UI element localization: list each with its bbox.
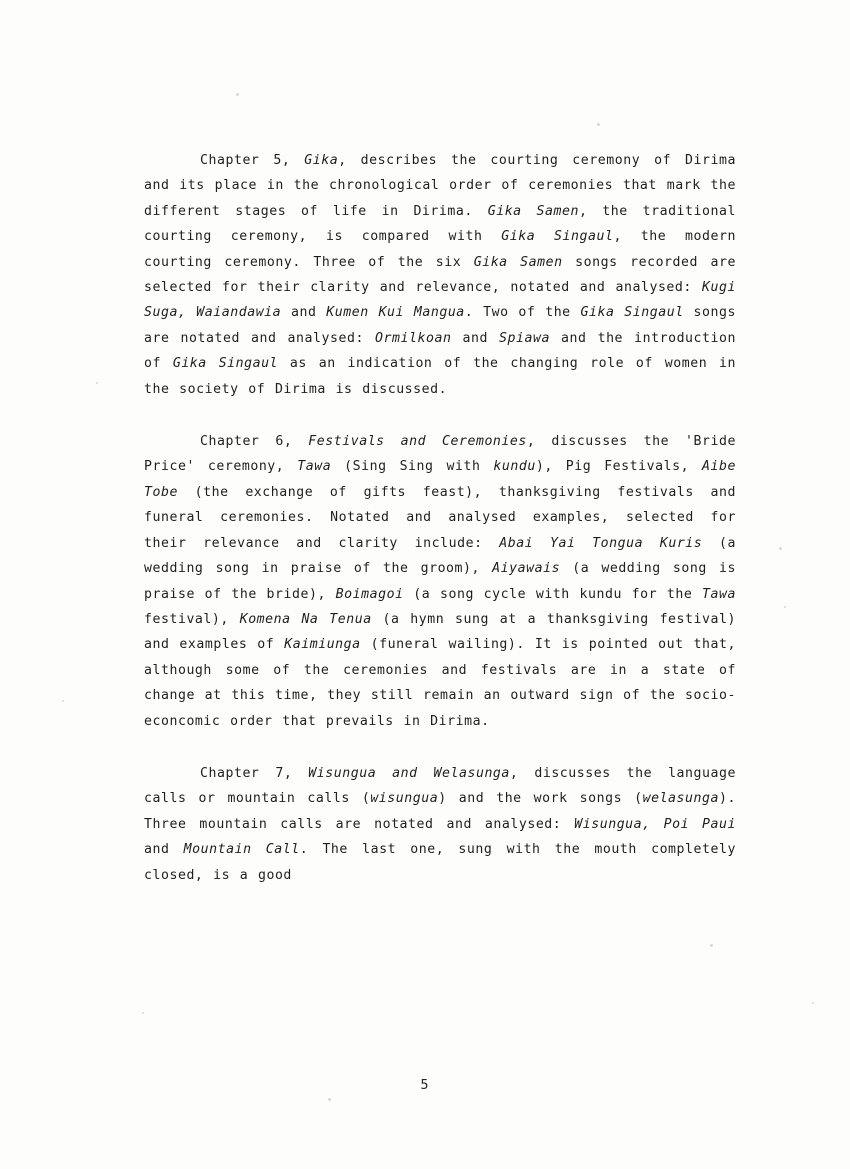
document-body bbox=[144, 148, 736, 915]
paragraph-chapter-6: Chapter 6, Festivals and Ceremonies, discusses the 'Bride Price' ceremony, Tawa (Sing Sing with kundu), Pig Festivals, Aibe Tobe (the exchange of gifts feast), thanksgiving festivals and funeral ceremonies. Notated and analysed examples, selected for their relevance and clarity include: Abai Yai Tongua Kuris (a wedding song in praise of the groom), Aiyawais (a wedding song is praise of the bride), Boimagoi (a song cycle with kundu for the Tawa festival), Komena Na Tenua (a hymn sung at a thanksgiving festival) and examples of Kaimiunga (funeral wailing). It is pointed out that, although some of the ceremonies and festivals are in a state of change at this time, they still remain an outward sign of the socio-econcomic order that prevails in Dirima. bbox=[144, 434, 737, 729]
paragraph-chapter-5: Chapter 5, Gika, describes the courting ceremony of Dirima and its place in the chronological order of ceremonies that mark the different stages of life in Dirima. Gika Samen, the traditional courting ceremony, is compared with Gika Singaul, the modern courting ceremony. Three of the six Gika Samen songs recorded are selected for their clarity and relevance, notated and analysed: Kugi Suga, Waiandawia and Kumen Kui Mangua. Two of the Gika Singaul songs are notated and analysed: Ormilkoan and Spiawa and the introduction of Gika Singaul as an indication of the changing role of women in the society of Dirima is discussed. bbox=[144, 153, 737, 397]
page-number: 5 bbox=[420, 1078, 430, 1093]
paragraph-chapter-7: Chapter 7, Wisungua and Welasunga, discusses the language calls or mountain calls (wisungua) and the work songs (welasunga). Three mountain calls are notated and analysed: Wisungua, Poi Paui and Mountain Call. The last one, sung with the mouth completely closed, is a good bbox=[144, 765, 736, 883]
